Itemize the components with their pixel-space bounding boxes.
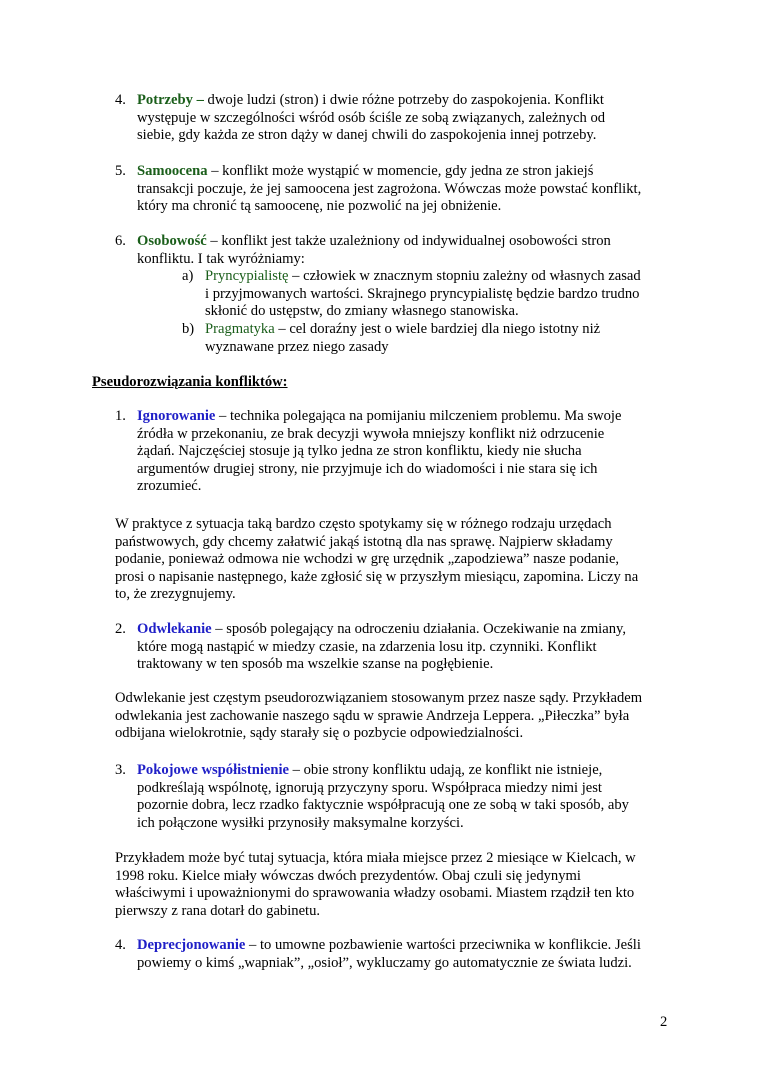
- text-line: Przykładem może być tutaj sytuacja, która miała miejsce przez 2 miesiące w Kielcach, w: [115, 850, 636, 866]
- text-line: występuje w szczególności wśród osób ściśle ze sobą związanych, zależnych od: [137, 109, 606, 126]
- text-line: – cel doraźny jest o wiele bardziej dla niego istotny niż: [274, 321, 601, 337]
- term-deprecjonowanie: Deprecjonowanie: [137, 937, 246, 953]
- text-line: siebie, gdy każda ze stron dąży w danej chwili do zaspokojenia innej potrzeby.: [137, 127, 597, 144]
- text-line: transakcji poczuje, że jej samoocena jest zagrożona. Wówczas może powstać konflikt,: [137, 180, 642, 197]
- term-odwlekanie: Odwlekanie: [137, 621, 212, 637]
- list-number: 4.: [115, 937, 126, 953]
- text-line: – konflikt jest także uzależniony od indywidualnej osobowości stron: [206, 233, 611, 249]
- text-line: – sposób polegający na odroczeniu działania. Oczekiwanie na zmiany,: [211, 621, 627, 637]
- text-line: skłonić do ustępstw, do zmiany własnego stanowiska.: [205, 303, 519, 320]
- text-line: podanie, ponieważ odmowa nie wchodzi w grę urzędnik „zapodziewa” nasze podanie,: [115, 551, 620, 568]
- text-line: powiemy o kimś „wapniak”, „osioł”, wykluczamy go automatycznie ze świata ludzi.: [137, 954, 632, 971]
- text-line: – obie strony konfliktu udają, ze konflikt nie istnieje,: [289, 762, 603, 778]
- term-osobowosc: Osobowość: [137, 233, 207, 249]
- text-line: który ma chronić tą samoocenę, nie pozwolić na jej obniżenie.: [137, 198, 502, 215]
- list-item-potrzeby: [115, 92, 675, 145]
- list-number: 3.: [115, 762, 126, 778]
- text-line: 1998 roku. Kielce miały wówczas dwóch prezydentów. Obaj czuli się jedynymi: [115, 867, 581, 884]
- text-line: źródła w przekonaniu, ze brak decyzji wywoła mniejszy konflikt niż odrzucenie: [137, 425, 605, 442]
- paragraph-odwlekanie-example: [115, 690, 675, 743]
- text-line: i przyjmowanych wartości. Skrajnego pryncypialistę będzie bardzo trudno: [205, 285, 640, 302]
- list-number: 1.: [115, 408, 126, 424]
- text-line: to, że zrezygnujemy.: [115, 586, 236, 603]
- text-line: argumentów drugiej strony, nie przyjmuje ich do wiadomości i nie stara się ich: [137, 460, 598, 477]
- text-line: dwoje ludzi (stron) i dwie różne potrzeby do zaspokojenia. Konflikt: [203, 92, 604, 108]
- list-number: 6.: [115, 233, 126, 249]
- paragraph-kielce-example: [115, 850, 675, 920]
- text-line: odwlekania jest zachowanie naszego sądu w sprawie Andrzeja Leppera. „Piłeczka” była: [115, 707, 630, 724]
- text-line: – to umowne pozbawienie wartości przeciwnika w konflikcie. Jeśli: [245, 937, 641, 953]
- text-line: państwowych, gdy chcemy załatwić jakąś istotną dla nas sprawę. Najpierw składamy: [115, 533, 613, 550]
- term-pryncypialista: Pryncypialistę: [205, 268, 289, 284]
- text-line: – technika polegająca na pomijaniu milczeniem problemu. Ma swoje: [215, 408, 622, 424]
- method-item-odwlekanie: [115, 621, 675, 674]
- text-line: ich połączone wysiłki przynosiły maksymalne korzyści.: [137, 814, 464, 831]
- text-line: właściwymi i upoważnionymi do sprawowania władzy osobami. Miastem rządził ten kto: [115, 885, 635, 902]
- text-line: zrozumieć.: [137, 478, 202, 495]
- paragraph-ignorowanie-example: [115, 516, 675, 604]
- term-ignorowanie: Ignorowanie: [137, 408, 216, 424]
- text-line: pozornie dobra, lecz rzadko faktycznie współpracują one ze sobą w taki sposób, aby: [137, 797, 629, 814]
- text-line: podkreślają wspólnotę, ignorują przyczyny sporu. Współpraca miedzy nimi jest: [137, 779, 602, 796]
- method-item-deprecjonowanie: [115, 937, 675, 972]
- method-item-ignorowanie: [115, 408, 675, 496]
- list-item-osobowosc: [115, 233, 675, 268]
- list-item-samoocena: [115, 163, 675, 216]
- sub-letter: a): [182, 268, 194, 284]
- term-pokojowe-wspolistnienie: Pokojowe współistnienie: [137, 762, 290, 778]
- term-samoocena: Samoocena: [137, 163, 208, 179]
- list-number: 5.: [115, 163, 126, 179]
- term-pragmatyk: Pragmatyka: [205, 321, 275, 337]
- text-line: które mogą nastąpić w miedzy czasie, na zdarzenia losu itp. czynniki. Konflikt: [137, 638, 597, 655]
- text-line: wyznawane przez niego zasady: [205, 338, 389, 355]
- text-line: Odwlekanie jest częstym pseudorozwiązaniem stosowanym przez nasze sądy. Przykładem: [115, 690, 643, 706]
- text-line: prosi o napisanie następnego, każe zgłosić się w przyszłym miesiącu, zapomina. Liczy na: [115, 568, 639, 585]
- text-line: – człowiek w znacznym stopniu zależny od własnych zasad: [288, 268, 641, 284]
- sub-item-pragmatyk: [182, 321, 682, 356]
- text-line: odbijana wielokrotnie, sądy starały się o pozbycie odpowiedzialności.: [115, 725, 524, 742]
- text-line: pierwszy z rana dotarł do gabinetu.: [115, 902, 321, 919]
- text-line: konfliktu. I tak wyróżniamy:: [137, 250, 305, 267]
- text-line: traktowany w ten sposób ma wszelkie szanse na pogłębienie.: [137, 656, 494, 673]
- list-number: 2.: [115, 621, 126, 637]
- list-number: 4.: [115, 92, 126, 108]
- sub-item-pryncypialista: [182, 268, 682, 321]
- text-line: żądań. Najczęściej stosuje ją tylko jedna ze stron konfliktu, kiedy nie słucha: [137, 443, 582, 460]
- page-number: 2: [660, 1014, 668, 1030]
- text-line: – konflikt może wystąpić w momencie, gdy jedna ze stron jakiejś: [207, 163, 594, 179]
- text-line: W praktyce z sytuacja taką bardzo często spotykamy się w różnego rodzaju urzędach: [115, 516, 612, 532]
- term-potrzeby: Potrzeby –: [137, 92, 204, 108]
- method-item-pokojowe-wspolistnienie: [115, 762, 675, 832]
- sub-letter: b): [182, 321, 195, 337]
- section-heading: Pseudorozwiązania konfliktów:: [92, 374, 288, 390]
